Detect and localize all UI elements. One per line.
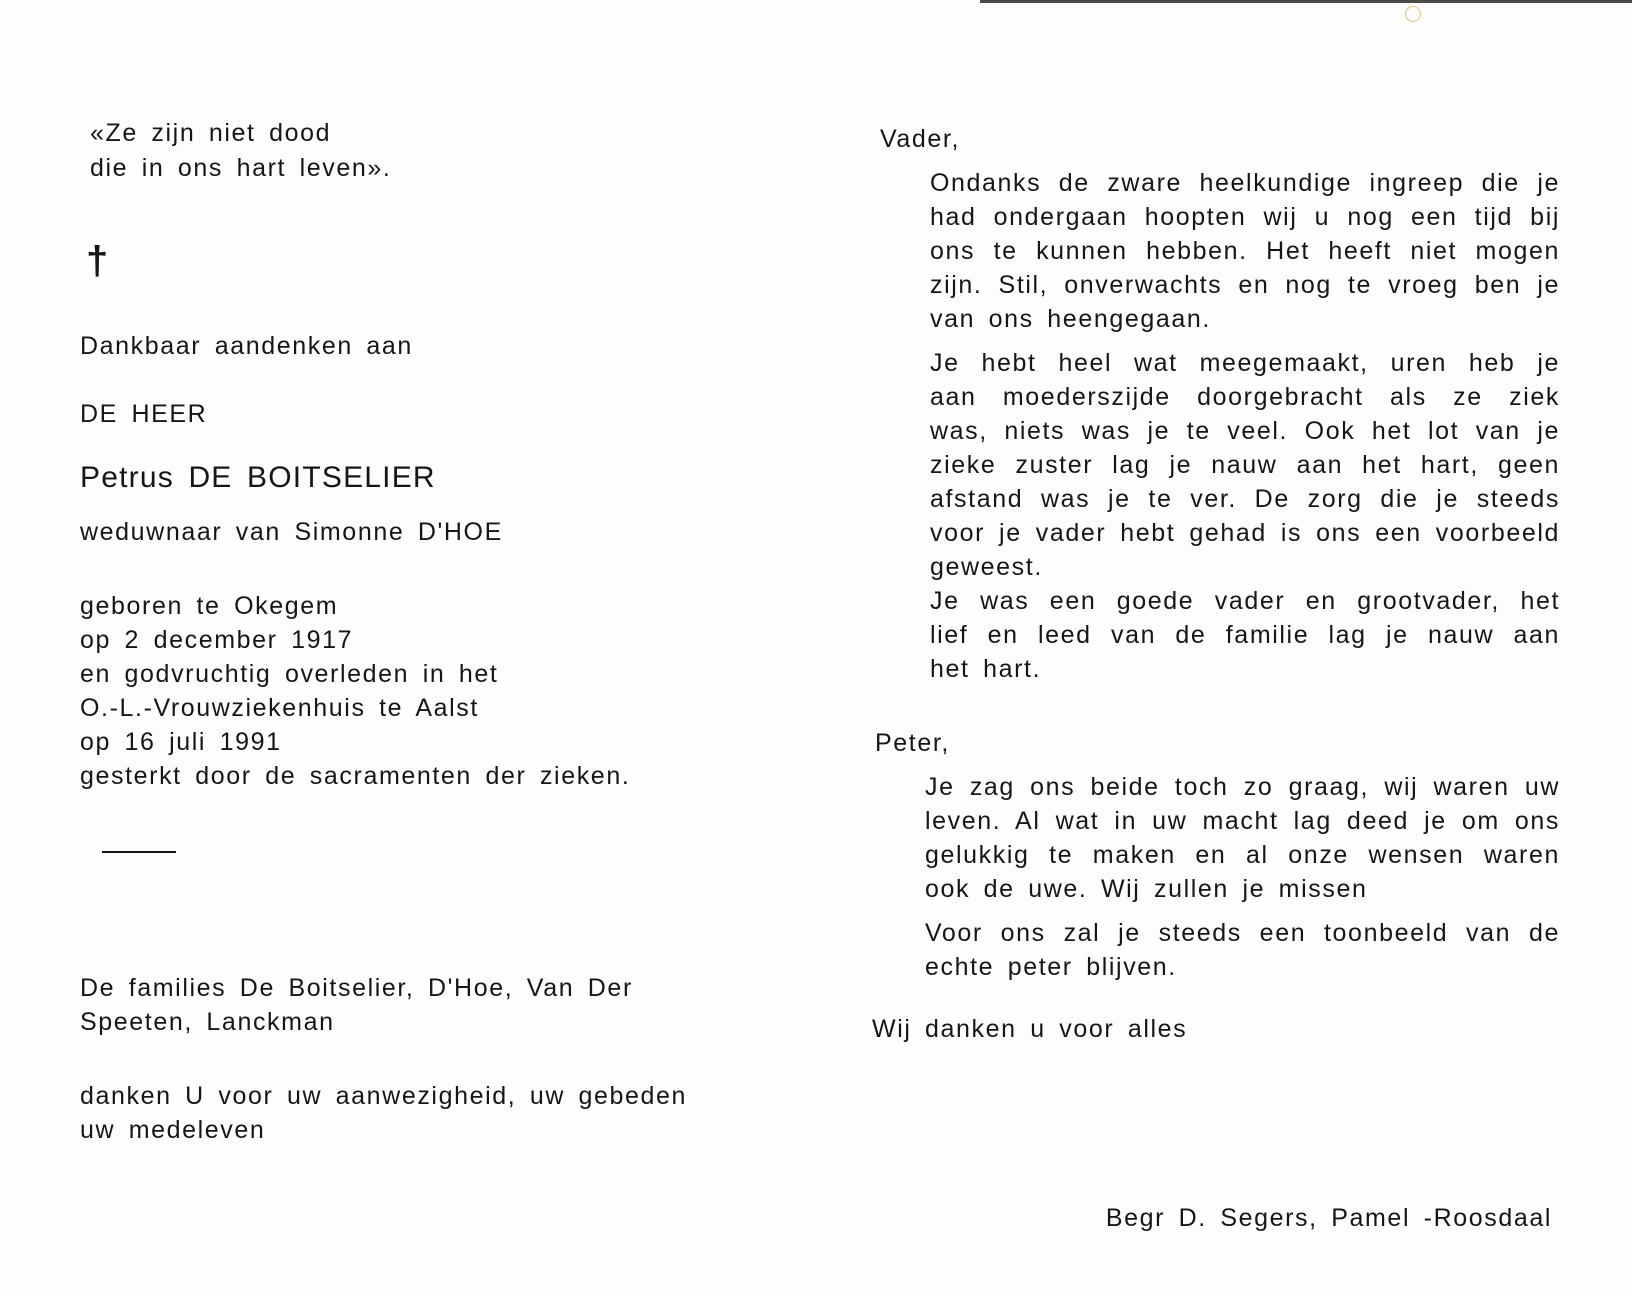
- quote-line: die in ons hart leven».: [90, 154, 392, 182]
- tribute-paragraph: Ondanks de zware heelkundige ingreep die je had ondergaan hoopten wij u nog een tijd bij ons te kunnen hebben. Het heeft niet mogen zijn. Stil, onverwachts en nog te vroeg ben je van ons heengegaan.: [930, 169, 1560, 333]
- epigraph-quote: [90, 116, 720, 186]
- paper-stain: [1405, 6, 1421, 22]
- dedication-intro: Dankbaar aandenken aan: [80, 332, 413, 360]
- right-panel: [872, 122, 1560, 1046]
- cross-icon: †: [86, 239, 110, 283]
- tribute-paragraph: Je was een goede vader en grootvader, het lief en leed van de familie lag je nauw aan het hart.: [930, 587, 1560, 683]
- greeting-godfather: Peter,: [875, 729, 950, 757]
- honorific-title: DE HEER: [80, 400, 208, 428]
- separator-dash: [102, 851, 176, 853]
- life-details: [80, 589, 720, 793]
- left-panel: [80, 116, 720, 1147]
- deceased-name: Petrus DE BOITSELIER: [80, 461, 436, 494]
- tribute-paragraph: Je zag ons beide toch zo graag, wij waren uw leven. Al wat in uw macht lag deed je om ons gelukkig te maken en al onze wensen waren ook de uwe. Wij zullen je missen: [925, 773, 1560, 903]
- life-detail-line: en godvruchtig overleden in het: [80, 660, 499, 688]
- life-detail-line: op 16 juli 1991: [80, 728, 282, 756]
- life-detail-line: op 2 december 1917: [80, 626, 354, 654]
- widower-line: weduwnaar van Simonne D'HOE: [80, 518, 503, 546]
- life-detail-line: O.-L.-Vrouwziekenhuis te Aalst: [80, 694, 479, 722]
- tribute-paragraph: Voor ons zal je steeds een toonbeeld van de echte peter blijven.: [925, 919, 1560, 981]
- families-line: De families De Boitselier, D'Hoe, Van Der Speeten, Lanckman: [80, 974, 633, 1036]
- printer-credit: Begr D. Segers, Pamel -Roosdaal: [1105, 1204, 1552, 1232]
- quote-line: «Ze zijn niet dood: [90, 119, 332, 147]
- life-detail-line: gesterkt door de sacramenten der zieken.: [80, 762, 631, 790]
- tribute-paragraph: Je hebt heel wat meegemaakt, uren heb je aan moederszijde doorgebracht als ze ziek was, niets was je te veel. Ook het lot van je zieke zuster lag je nauw aan het hart, geen afstand was je te ver. De zorg die je steeds voor je vader hebt gehad is ons een voorbeeld geweest.: [930, 349, 1560, 581]
- life-detail-line: geboren te Okegem: [80, 592, 339, 620]
- greeting-father: Vader,: [880, 125, 961, 153]
- closing-line: Wij danken u voor alles: [872, 1015, 1188, 1043]
- scan-edge-line: [980, 0, 1632, 3]
- thanks-line: danken U voor uw aanwezigheid, uw gebeden uw medeleven: [80, 1082, 688, 1144]
